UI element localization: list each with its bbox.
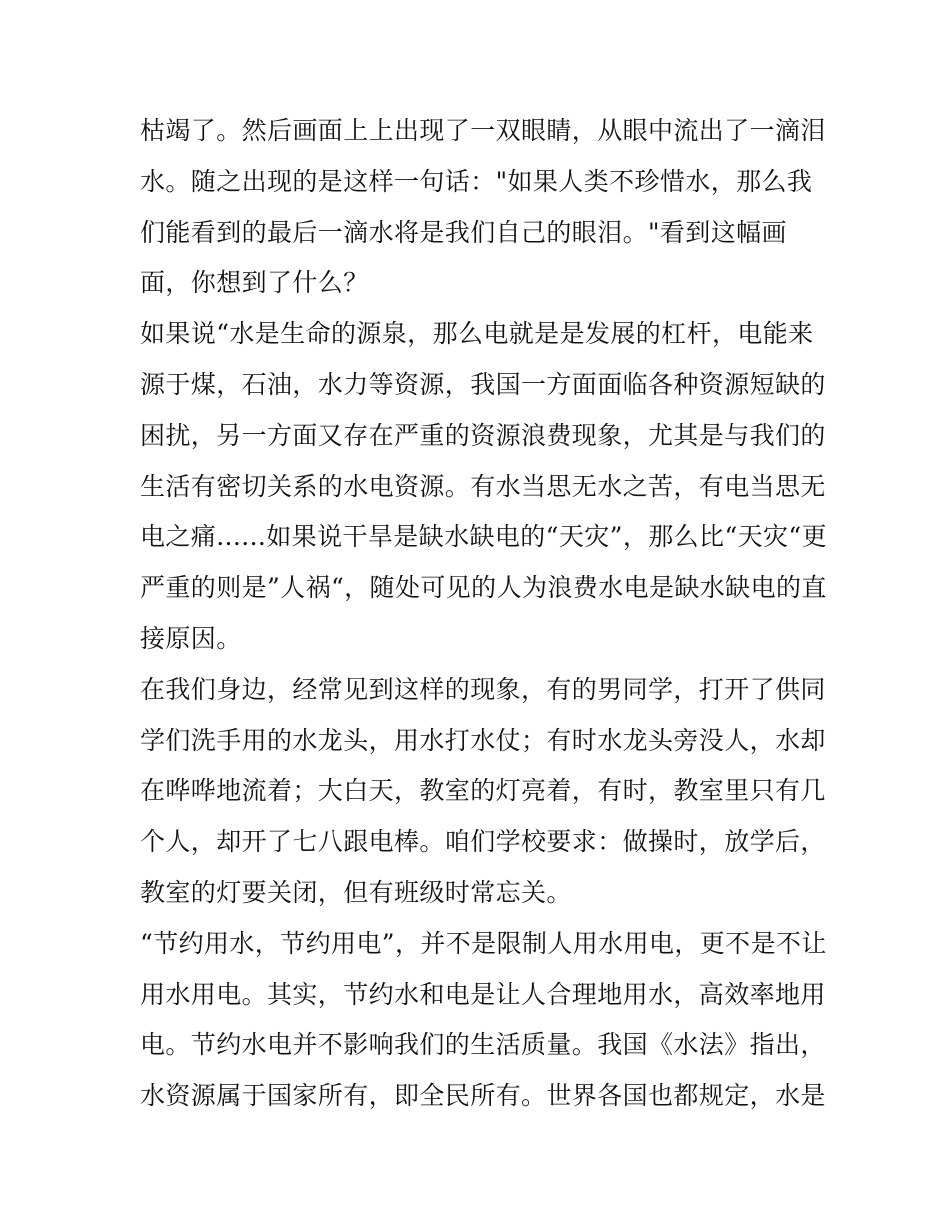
text-line: 电之痛......如果说干旱是缺水缺电的“天灾”，那么比“天灾“更 xyxy=(140,522,828,552)
text-line: 接原因。 xyxy=(140,623,242,653)
text-line: 面，你想到了什么？ xyxy=(140,268,369,298)
text-line: 枯竭了。然后画面上上出现了一双眼睛，从眼中流出了一滴泪 xyxy=(140,116,826,145)
text-line: 水。随之出现的是这样一句话："如果人类不珍惜水，那么我 xyxy=(140,166,813,196)
document-body xyxy=(140,106,828,1122)
text-line: 个人，却开了七八跟电棒。咱们学校要求：做操时，放学后， xyxy=(140,827,826,857)
text-line: 在哗哗地流着；大白天，教室的灯亮着，有时，教室里只有几 xyxy=(140,776,826,806)
text-line: 电。节约水电并不影响我们的生活质量。我国《水法》指出， xyxy=(140,1030,826,1060)
text-line: 在我们身边，经常见到这样的现象，有的男同学，打开了供同 xyxy=(140,674,826,704)
text-line: 水资源属于国家所有，即全民所有。世界各国也都规定，水是 xyxy=(140,1081,826,1111)
text-line: 用水用电。其实，节约水和电是让人合理地用水，高效率地用 xyxy=(140,979,826,1009)
text-line: 教室的灯要关闭，但有班级时常忘关。 xyxy=(140,877,572,907)
text-line: 困扰，另一方面又存在严重的资源浪费现象，尤其是与我们的 xyxy=(140,420,826,450)
text-line: 们能看到的最后一滴水将是我们自己的眼泪。"看到这幅画 xyxy=(140,217,787,247)
text-line: 生活有密切关系的水电资源。有水当思无水之苦，有电当思无 xyxy=(140,471,826,501)
text-line: 如果说“水是生命的源泉，那么电就是是发展的杠杆，电能来 xyxy=(140,319,814,349)
text-line: 源于煤，石油，水力等资源，我国一方面面临各种资源短缺的 xyxy=(140,369,826,399)
text-line: 严重的则是”人祸“，随处可见的人为浪费水电是缺水缺电的直 xyxy=(140,573,827,603)
text-line: 学们洗手用的水龙头，用水打水仗；有时水龙头旁没人，水却 xyxy=(140,725,826,755)
text-line: “节约用水，节约用电”，并不是限制人用水用电，更不是不让 xyxy=(140,928,827,958)
